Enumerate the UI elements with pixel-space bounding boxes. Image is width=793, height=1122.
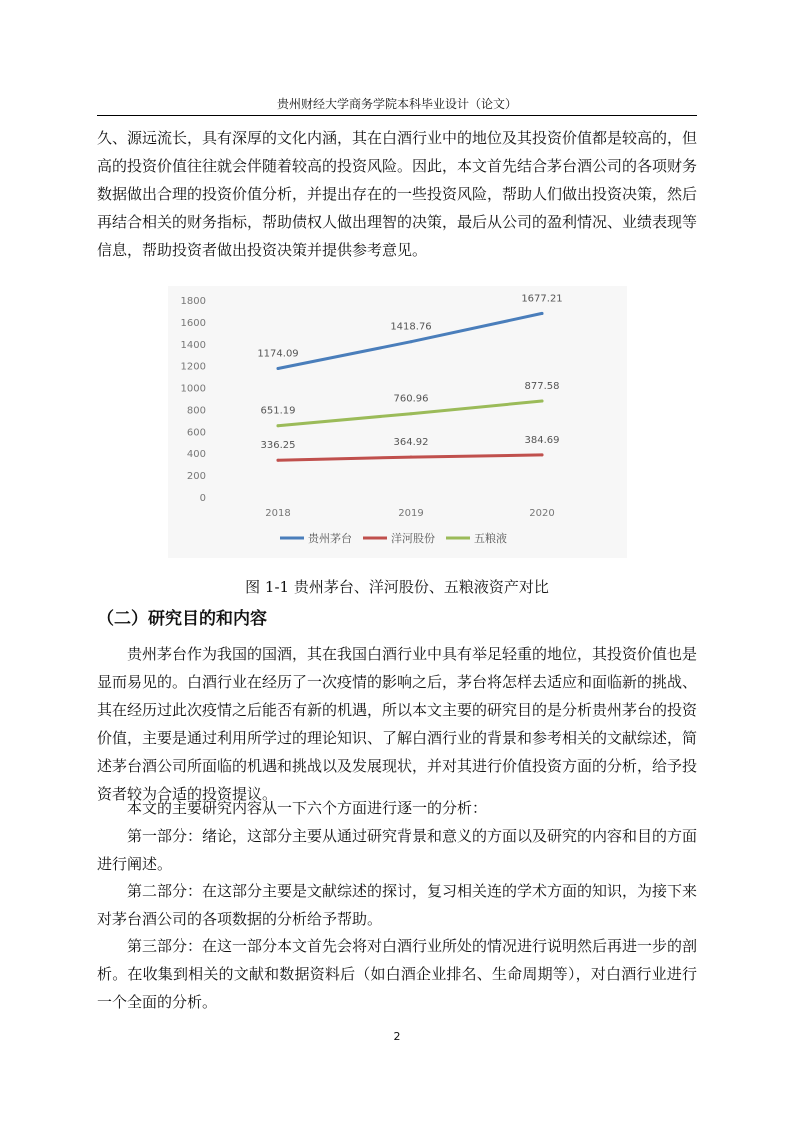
- data-point: [410, 340, 413, 343]
- header-rule: [97, 115, 697, 116]
- asset-comparison-chart: [168, 286, 627, 558]
- body-paragraph: 第一部分：绪论，这部分主要从通过研究背景和意义的方面以及研究的内容和目的方面进行阐述。: [97, 827, 698, 873]
- y-tick-label: 800: [186, 405, 206, 417]
- y-tick-label: 1600: [180, 317, 206, 329]
- data-label: 364.92: [393, 437, 429, 449]
- x-tick-label: 2019: [398, 508, 424, 519]
- data-point: [410, 456, 413, 459]
- data-point: [277, 367, 280, 370]
- page-header: 贵州财经大学商务学院本科毕业设计（论文）: [276, 97, 517, 111]
- body-paragraph: 第二部分：在这部分主要是文献综述的探讨，复习相关连的学术方面的知识，为接下来对茅台酒公司的各项数据的分析给予帮助。: [97, 882, 698, 928]
- body-paragraph: 第三部分：在这一部分本文首先会将对白酒行业所处的情况进行说明然后再进一步的剖析。在收集到相关的文献和数据资料后（如白酒企业排名、生命周期等），对白酒行业进行一个全面的分析。: [97, 937, 698, 1011]
- data-point: [541, 399, 544, 402]
- data-label: 1418.76: [390, 321, 432, 333]
- chart-svg: [168, 286, 627, 558]
- legend-label: 洋河股份: [391, 532, 435, 545]
- x-tick-label: 2020: [529, 508, 555, 519]
- data-point: [541, 453, 544, 456]
- body-paragraph: 本文的主要研究内容从一下六个方面进行逐一的分析：: [127, 799, 488, 817]
- y-tick-label: 1000: [180, 383, 206, 395]
- body-paragraph: 贵州茅台作为我国的国酒，其在我国白酒行业中具有举足轻重的地位，其投资价值也是显而易见的。白酒行业在经历了一次疫情的影响之后，茅台将怎样去适应和面临新的挑战、其在经历过此次疫情之后能否有新的机遇，所以本文主要的研究目的是分析贵州茅台的投资价值，主要是通过利用所学过的理论知识、了解白酒行业的背景和参考相关的文献综述，简述茅台酒公司所面临的机遇和挑战以及发展现状，并对其进行价值投资方面的分析，给予投资者较为合适的投资提议。: [97, 645, 698, 803]
- x-tick-label: 2018: [265, 508, 291, 519]
- y-tick-label: 1200: [180, 361, 206, 373]
- section-title: （二）研究目的和内容: [97, 609, 267, 629]
- data-point: [541, 312, 544, 315]
- y-tick-label: 1400: [180, 339, 206, 351]
- y-tick-label: 1800: [180, 296, 206, 307]
- legend-label: 五粮液: [474, 532, 507, 545]
- data-label: 1677.21: [521, 293, 563, 305]
- data-point: [277, 424, 280, 427]
- legend-label: 贵州茅台: [308, 532, 352, 545]
- y-tick-label: 0: [199, 493, 206, 504]
- intro-paragraph: 久、源远流长，具有深厚的文化内涵，其在白酒行业中的地位及其投资价值都是较高的，但高的投资价值往往就会伴随着较高的投资风险。因此，本文首先结合茅台酒公司的各项财务数据做出合理的投资价值分析，并提出存在的一些投资风险，帮助人们做出投资决策，然后再结合相关的财务指标，帮助债权人做出理智的决策，最后从公司的盈利情况、业绩表现等信息，帮助投资者做出投资决策并提供参考意见。: [97, 129, 698, 259]
- data-point: [410, 412, 413, 415]
- y-tick-label: 200: [186, 471, 206, 483]
- page-number: 2: [393, 1030, 401, 1043]
- data-label: 877.58: [524, 380, 560, 392]
- y-tick-label: 600: [186, 427, 206, 439]
- y-tick-label: 400: [186, 449, 206, 461]
- figure-caption: 图 1-1 贵州茅台、洋河股份、五粮液资产对比: [245, 578, 549, 596]
- data-label: 1174.09: [257, 348, 299, 360]
- data-label: 336.25: [260, 440, 296, 452]
- data-label: 760.96: [393, 393, 429, 405]
- data-label: 651.19: [260, 405, 296, 417]
- data-label: 384.69: [524, 434, 560, 446]
- data-point: [277, 459, 280, 462]
